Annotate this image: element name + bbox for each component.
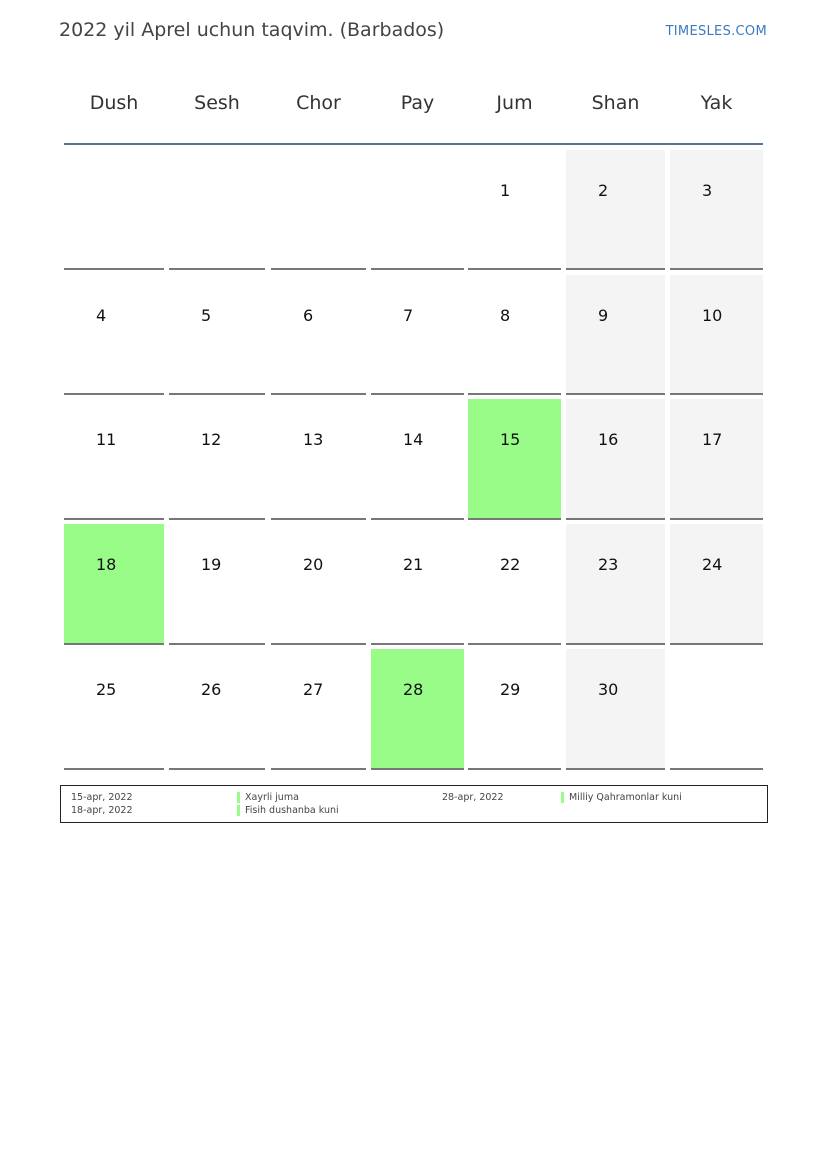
holiday-legend xyxy=(60,785,768,823)
day-number: 18 xyxy=(96,555,117,574)
legend-holiday-name: Milliy Qahramonlar kuni xyxy=(569,792,682,803)
weekday-label: Jum xyxy=(496,92,533,114)
weekday-label: Shan xyxy=(591,92,640,114)
day-number: 29 xyxy=(500,680,521,699)
day-cell[interactable] xyxy=(271,399,366,520)
empty-cell xyxy=(64,150,164,270)
legend-entry xyxy=(442,792,731,804)
page-title: 2022 yil Aprel uchun taqvim. (Barbados) xyxy=(59,19,445,41)
day-number: 24 xyxy=(702,555,723,574)
holiday-day-cell[interactable] xyxy=(468,399,561,520)
day-number: 13 xyxy=(303,430,324,449)
day-number: 26 xyxy=(201,680,222,699)
day-number: 14 xyxy=(403,430,424,449)
legend-swatch-icon xyxy=(237,805,240,816)
day-cell[interactable] xyxy=(468,275,561,395)
day-cell[interactable] xyxy=(169,524,265,645)
day-number: 30 xyxy=(598,680,619,699)
day-number: 19 xyxy=(201,555,222,574)
day-cell[interactable] xyxy=(468,150,561,270)
legend-holiday-name: Fisih dushanba kuni xyxy=(245,805,339,816)
weekday-label: Sesh xyxy=(194,92,240,114)
day-cell[interactable] xyxy=(468,524,561,645)
legend-swatch-icon xyxy=(237,792,240,803)
empty-cell xyxy=(371,150,464,270)
day-cell[interactable] xyxy=(64,275,164,395)
day-number: 10 xyxy=(702,306,723,325)
day-cell[interactable] xyxy=(169,649,265,770)
day-cell[interactable] xyxy=(64,649,164,770)
day-cell[interactable] xyxy=(271,275,366,395)
day-number: 12 xyxy=(201,430,222,449)
weekday-label: Pay xyxy=(400,92,435,114)
day-cell[interactable] xyxy=(566,649,665,770)
legend-entry xyxy=(71,805,407,817)
holiday-day-cell[interactable] xyxy=(371,649,464,770)
legend-date: 28-apr, 2022 xyxy=(442,792,504,803)
empty-cell xyxy=(271,150,366,270)
day-number: 6 xyxy=(303,306,314,325)
empty-cell xyxy=(670,649,763,770)
day-cell[interactable] xyxy=(670,399,763,520)
day-number: 27 xyxy=(303,680,324,699)
legend-date: 15-apr, 2022 xyxy=(71,792,133,803)
empty-cell xyxy=(169,150,265,270)
day-cell[interactable] xyxy=(566,150,665,270)
day-number: 3 xyxy=(702,181,713,200)
day-number: 16 xyxy=(598,430,619,449)
brand-link[interactable]: TIMESLES.COM xyxy=(665,24,767,39)
day-number: 21 xyxy=(403,555,424,574)
day-number: 23 xyxy=(598,555,619,574)
holiday-day-cell[interactable] xyxy=(64,524,164,645)
weekday-label: Dush xyxy=(89,92,139,114)
day-cell[interactable] xyxy=(566,399,665,520)
day-number: 5 xyxy=(201,306,212,325)
day-number: 11 xyxy=(96,430,117,449)
day-cell[interactable] xyxy=(566,524,665,645)
day-number: 9 xyxy=(598,306,609,325)
day-number: 28 xyxy=(403,680,424,699)
day-cell[interactable] xyxy=(64,399,164,520)
day-cell[interactable] xyxy=(169,275,265,395)
day-cell[interactable] xyxy=(670,275,763,395)
day-number: 20 xyxy=(303,555,324,574)
day-number: 15 xyxy=(500,430,521,449)
day-cell[interactable] xyxy=(271,649,366,770)
weekday-label: Chor xyxy=(296,92,341,114)
day-cell[interactable] xyxy=(670,150,763,270)
weekday-header xyxy=(64,80,763,145)
day-cell[interactable] xyxy=(271,524,366,645)
day-cell[interactable] xyxy=(670,524,763,645)
day-cell[interactable] xyxy=(169,399,265,520)
day-number: 1 xyxy=(500,181,511,200)
day-number: 17 xyxy=(702,430,723,449)
day-number: 8 xyxy=(500,306,511,325)
day-cell[interactable] xyxy=(371,524,464,645)
day-number: 25 xyxy=(96,680,117,699)
day-number: 22 xyxy=(500,555,521,574)
day-cell[interactable] xyxy=(566,275,665,395)
weekday-label: Yak xyxy=(700,92,733,114)
legend-holiday-name: Xayrli juma xyxy=(245,792,299,803)
legend-entry xyxy=(71,792,407,804)
legend-date: 18-apr, 2022 xyxy=(71,805,133,816)
day-number: 4 xyxy=(96,306,107,325)
day-cell[interactable] xyxy=(371,399,464,520)
day-cell[interactable] xyxy=(371,275,464,395)
day-number: 7 xyxy=(403,306,414,325)
day-number: 2 xyxy=(598,181,609,200)
legend-swatch-icon xyxy=(561,792,564,803)
day-cell[interactable] xyxy=(468,649,561,770)
